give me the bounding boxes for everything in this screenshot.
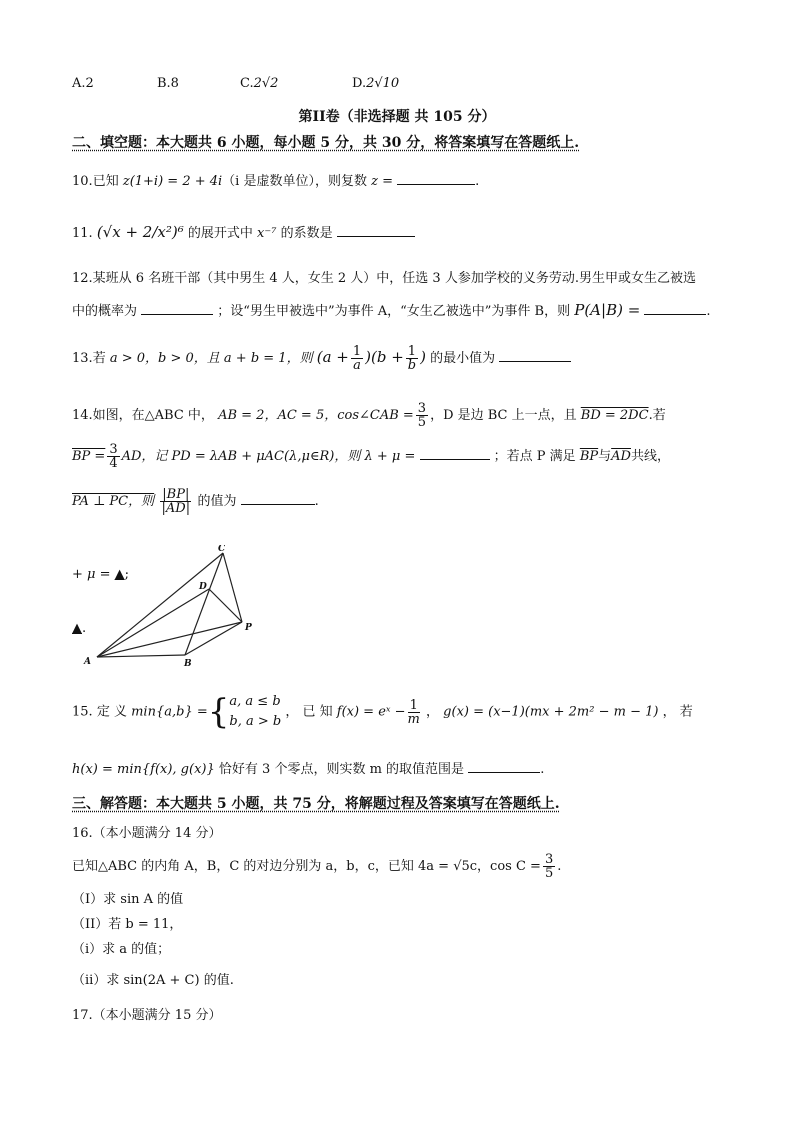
point-d: D [199,582,207,592]
question-10: 10.已知 z(1+i) = 2 + 4i（i 是虚数单位），则复数 z = . [72,174,480,189]
triangle-figure [80,545,265,670]
ratio-fraction: $\frac{|BP|}{|AD|}$ [161,487,191,516]
question-14-line1: 14.如图，在△ABC 中， AB = 2，AC = 5，cos∠CAB = $\frac{3}{5}$ ，D 是边 BC 上一点，且 BD = 2DC.若 [72,401,666,430]
point-c: C [218,545,226,554]
answer-blank[interactable] [337,224,415,237]
fraction: $\frac{3}{5}$ [417,401,427,430]
option-b: B.8 [157,76,179,91]
question-15-line2: h(x) = min{f(x), g(x)} 恰好有 3 个零点，则实数 m 的取值范围是 . [72,762,545,777]
answer-blank[interactable] [468,760,540,773]
fraction: $\frac{3}{5}$ [544,852,554,881]
question-12-line2: 中的概率为 ；设“男生甲被选中”为事件 A，“女生乙被选中”为事件 B，则 P(A|B) = . [72,301,711,319]
question-15-line1: 15. 定 义 min{a,b} ={ a, a ≤ b b, a > b ， 已 知 f(x) = eˣ − $\frac{1}{m}$ ， g(x) = (x−1)(mx + 2m² − m − 1) ， 若 [72,692,693,732]
figure-label-blank: ▲. [72,621,87,636]
edge-cp [223,553,242,622]
edge-ad [97,589,209,657]
question-16-stem: 已知△ABC 的内角 A，B，C 的对边分别为 a，b，c，已知 4a = √5c，cos C = $\frac{3}{5}$ . [72,852,562,881]
question-13: 13.若 a > 0，b > 0，且 a + b = 1，则 (a + $\frac{1}{a}$ )(b + $\frac{1}{b}$ ) 的最小值为 [72,345,571,372]
answer-blank[interactable] [644,302,706,315]
answer-blank[interactable] [397,172,475,185]
fraction: $\frac{1}{a}$ [352,344,362,373]
question-16-part2-ii: （ii）求 sin(2A + C) 的值. [72,973,234,988]
figure-label-plus-mu: + μ = ▲; [72,567,130,582]
option-c: C.2√2 [240,76,279,91]
question-17-title: 17.（本小题满分 15 分） [72,1008,222,1023]
question-11: 11. (√x + 2/x²)⁶ 的展开式中 x⁻⁷ 的系数是 [72,222,415,241]
option-a: A.2 [72,76,94,91]
piecewise-cases: a, a ≤ b b, a > b [229,694,282,729]
answer-blank[interactable] [141,302,213,315]
question-14-line3: PA ⊥ PC，则 $\frac{|BP|}{|AD|}$ 的值为 . [72,487,319,516]
answer-blank[interactable] [499,349,571,362]
question-16-part2: （II）若 b = 11， [72,917,183,932]
question-16-part2-i: （i）求 a 的值； [72,942,171,957]
section3-heading: 三、解答题：本大题共 5 小题，共 75 分，将解题过程及答案填写在答题纸上. [72,796,560,812]
question-12-line1: 12.某班从 6 名班干部（其中男生 4 人，女生 2 人）中，任选 3 人参加学校的义务劳动.男生甲或女生乙被选 [72,271,696,286]
point-p: P [245,623,252,633]
fraction: $\frac{1}{m}$ [407,697,420,727]
question-16-title: 16.（本小题满分 14 分） [72,826,222,841]
question-16-part1: （I）求 sin A 的值 [72,892,184,907]
fraction: $\frac{3}{4}$ [109,442,118,471]
answer-blank[interactable] [241,492,315,505]
option-d: D.2√10 [352,76,400,91]
edge-ab [97,655,185,657]
point-a: A [84,657,91,667]
part2-title: 第II卷（非选择题 共 105 分） [298,109,496,125]
question-14-line2: BP = $\frac{3}{4}$ AD，记 PD = λAB + μAC(λ,μ∈R)，则 λ + μ = ；若点 P 满足 $\overline{BP}$与$\overline{AD}$共线， [72,442,670,471]
edge-bp [185,622,242,655]
answer-blank[interactable] [420,447,490,460]
section2-heading: 二、填空题：本大题共 6 小题，每小题 5 分，共 30 分，将答案填写在答题纸上. [72,135,580,151]
fraction: $\frac{1}{b}$ [407,344,417,373]
point-b: B [184,659,192,669]
